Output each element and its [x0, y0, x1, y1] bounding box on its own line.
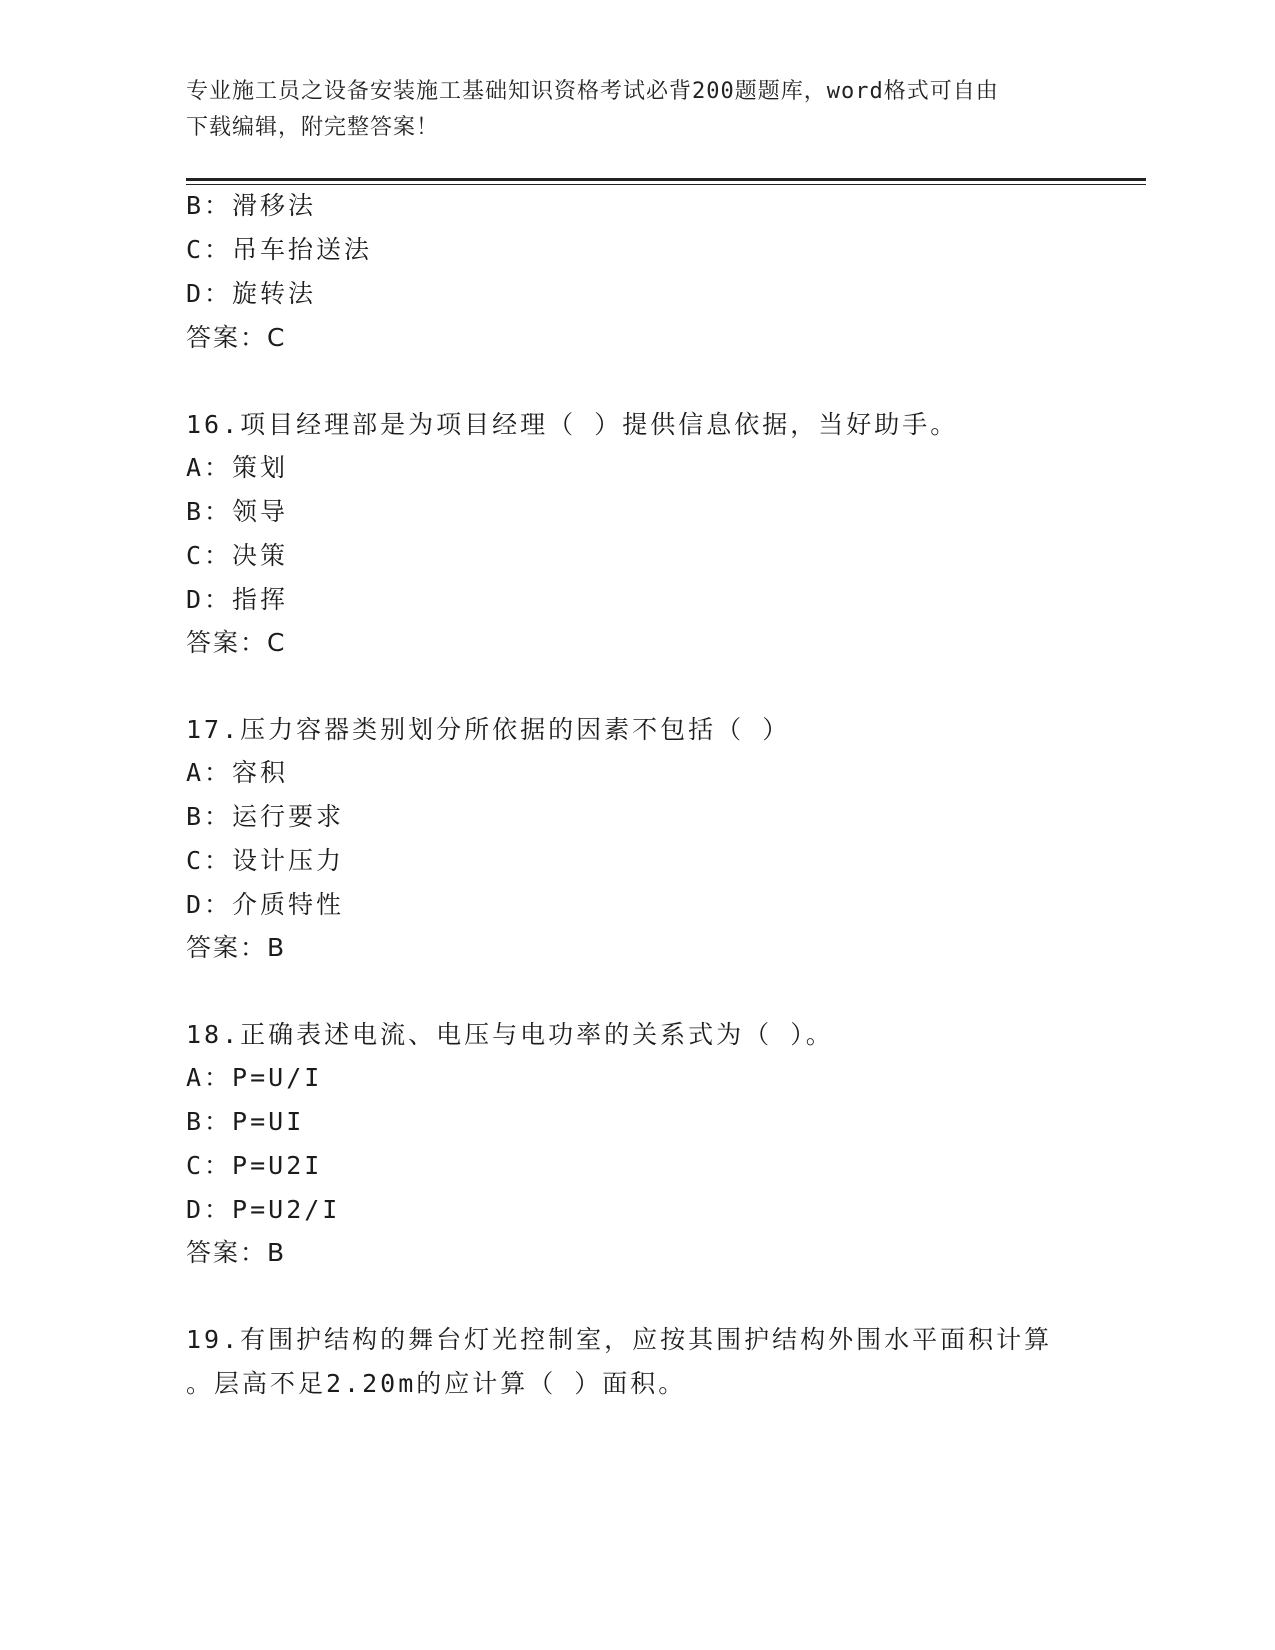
q18-option-b: B：P=UI [186, 1107, 305, 1136]
q18-option-c: C：P=U2I [186, 1151, 323, 1180]
q16-answer: 答案：C [186, 628, 287, 657]
document-header [186, 74, 1066, 146]
q17-option-b: B：运行要求 [186, 802, 345, 831]
header-divider-thick [186, 178, 1146, 181]
header-title-line-1: 专业施工员之设备安装施工基础知识资格考试必背200题题库，word格式可自由 [186, 79, 999, 104]
prev-option-b: B：滑移法 [186, 191, 317, 220]
q17-option-d: D：介质特性 [186, 890, 345, 919]
q16-stem: 16.项目经理部是为项目经理（ ）提供信息依据，当好助手。 [186, 410, 959, 439]
q17-option-c: C：设计压力 [186, 846, 345, 875]
q18-stem: 18.正确表述电流、电压与电功率的关系式为（ ）。 [186, 1020, 834, 1049]
prev-answer: 答案：C [186, 323, 287, 352]
q16-option-d: D：指挥 [186, 585, 289, 614]
q16-option-a: A：策划 [186, 453, 289, 482]
prev-option-d: D：旋转法 [186, 279, 317, 308]
q16-option-c: C：决策 [186, 541, 289, 570]
prev-option-c: C：吊车抬送法 [186, 235, 373, 264]
q19-stem-line-2: 。层高不足2.20m的应计算（ ）面积。 [186, 1369, 687, 1398]
q17-answer: 答案：B [186, 933, 287, 962]
header-divider-thin [186, 184, 1146, 185]
q18-option-a: A：P=U/I [186, 1063, 323, 1092]
q19-stem-line-1: 19.有围护结构的舞台灯光控制室，应按其围护结构外围水平面积计算 [186, 1325, 1053, 1354]
header-title-line-2: 下载编辑，附完整答案！ [186, 115, 440, 140]
q18-option-d: D：P=U2/I [186, 1195, 341, 1224]
q16-option-b: B：领导 [186, 497, 289, 526]
q18-answer: 答案：B [186, 1238, 287, 1267]
q17-option-a: A：容积 [186, 758, 289, 787]
q17-stem: 17.压力容器类别划分所依据的因素不包括（ ） [186, 715, 791, 744]
